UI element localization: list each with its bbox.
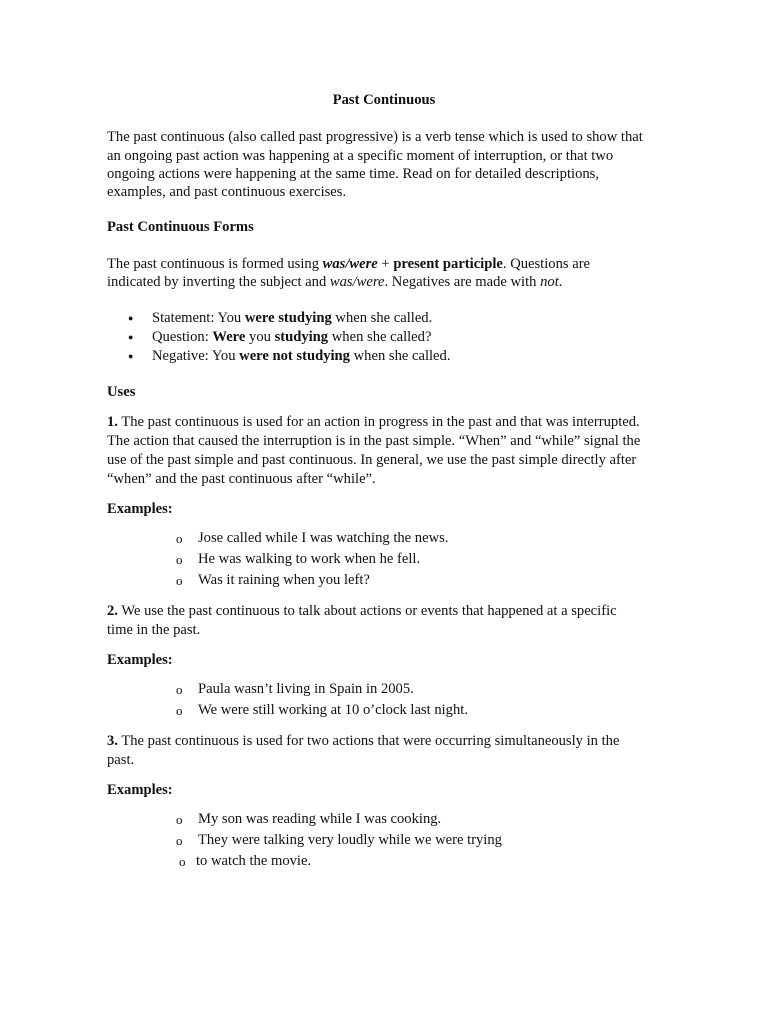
use2-line-2: time in the past.: [107, 622, 201, 638]
bullet-bold: Were: [212, 329, 246, 345]
intro-line-4: examples, and past continuous exercises.: [107, 184, 347, 200]
forms-not: not: [540, 274, 559, 290]
bullet-text: Negative: You: [152, 348, 240, 364]
sub-bullet: o: [179, 854, 186, 869]
bullet-text: when she called?: [328, 329, 432, 345]
sub-bullet: o: [176, 531, 183, 546]
sub-bullet: o: [176, 682, 183, 697]
use1-line-3: use of the past simple and past continuous. In general, we use the past simple directly after: [107, 452, 637, 468]
bullet-bold: were studying: [244, 310, 332, 326]
use1-example-3: Was it raining when you left?: [198, 572, 370, 588]
bullet-text: when she called.: [349, 348, 451, 364]
use1-text: The past continuous is used for an action in progress in the past and that was interrupted.: [117, 414, 640, 430]
forms-heading: Past Continuous Forms: [107, 219, 254, 235]
forms-was-were: was/were: [329, 274, 385, 290]
use1-example-1: Jose called while I was watching the news.: [198, 530, 449, 546]
page-title: Past Continuous: [332, 92, 436, 108]
forms-text: .: [558, 274, 563, 290]
forms-text: The past continuous is formed using: [107, 256, 323, 272]
use3-example-1: My son was reading while I was cooking.: [198, 811, 442, 827]
bullet-dot: ●: [128, 332, 134, 342]
use1-line-4: “when” and the past continuous after “while”.: [107, 471, 376, 487]
use3-examples-label: Examples:: [107, 782, 173, 798]
sub-bullet: o: [176, 703, 183, 718]
use2-text: We use the past continuous to talk about actions or events that happened at a specific: [117, 603, 617, 619]
uses-heading: Uses: [107, 384, 136, 400]
bullet-text: Question:: [152, 329, 213, 345]
sub-bullet: o: [176, 833, 183, 848]
use2-example-1: Paula wasn’t living in Spain in 2005.: [198, 681, 414, 697]
use2-example-2: We were still working at 10 o’clock last night.: [198, 702, 468, 718]
sub-bullet: o: [176, 552, 183, 567]
use3-example-3: to watch the movie.: [196, 853, 312, 869]
forms-present-participle: present participle: [393, 256, 503, 272]
use1-example-2: He was walking to work when he fell.: [198, 551, 421, 567]
use2-line-1: [107, 602, 617, 621]
intro-line-1: The past continuous (also called past progressive) is a verb tense which is used to show that: [107, 129, 643, 145]
intro-line-3: ongoing actions were happening at the same time. Read on for detailed descriptions,: [107, 166, 599, 182]
use2-number: 2.: [107, 603, 118, 619]
sub-bullet: o: [176, 573, 183, 588]
use3-number: 3.: [107, 733, 118, 749]
bullet-dot: ●: [128, 351, 134, 361]
use3-line-1: [107, 732, 619, 751]
forms-line-1: [107, 255, 590, 274]
use1-line-1: [107, 413, 640, 432]
forms-line-2: [107, 273, 562, 292]
bullet-negative: [152, 347, 450, 366]
use3-text: The past continuous is used for two actions that were occurring simultaneously in the: [117, 733, 620, 749]
use3-line-2: past.: [107, 752, 135, 768]
forms-text: . Questions are: [502, 256, 591, 272]
use2-examples-label: Examples:: [107, 652, 173, 668]
use1-examples-label: Examples:: [107, 501, 173, 517]
use1-line-2: The action that caused the interruption is in the past simple. “When” and “while” signal the: [107, 433, 641, 449]
bullet-text: you: [245, 329, 275, 345]
use3-example-2: They were talking very loudly while we were trying: [198, 832, 502, 848]
use1-number: 1.: [107, 414, 118, 430]
forms-text: +: [377, 256, 394, 272]
bullet-text: Statement: You: [152, 310, 245, 326]
sub-bullet: o: [176, 812, 183, 827]
forms-text: indicated by inverting the subject and: [107, 274, 330, 290]
forms-text: . Negatives are made with: [384, 274, 541, 290]
bullet-bold: were not studying: [239, 348, 350, 364]
bullet-question: [152, 328, 431, 347]
forms-was-were: was/were: [322, 256, 378, 272]
bullet-dot: ●: [128, 313, 134, 323]
bullet-text: when she called.: [331, 310, 433, 326]
bullet-statement: [152, 309, 432, 328]
intro-line-2: an ongoing past action was happening at a specific moment of interruption, or that two: [107, 148, 614, 164]
bullet-bold: studying: [274, 329, 329, 345]
